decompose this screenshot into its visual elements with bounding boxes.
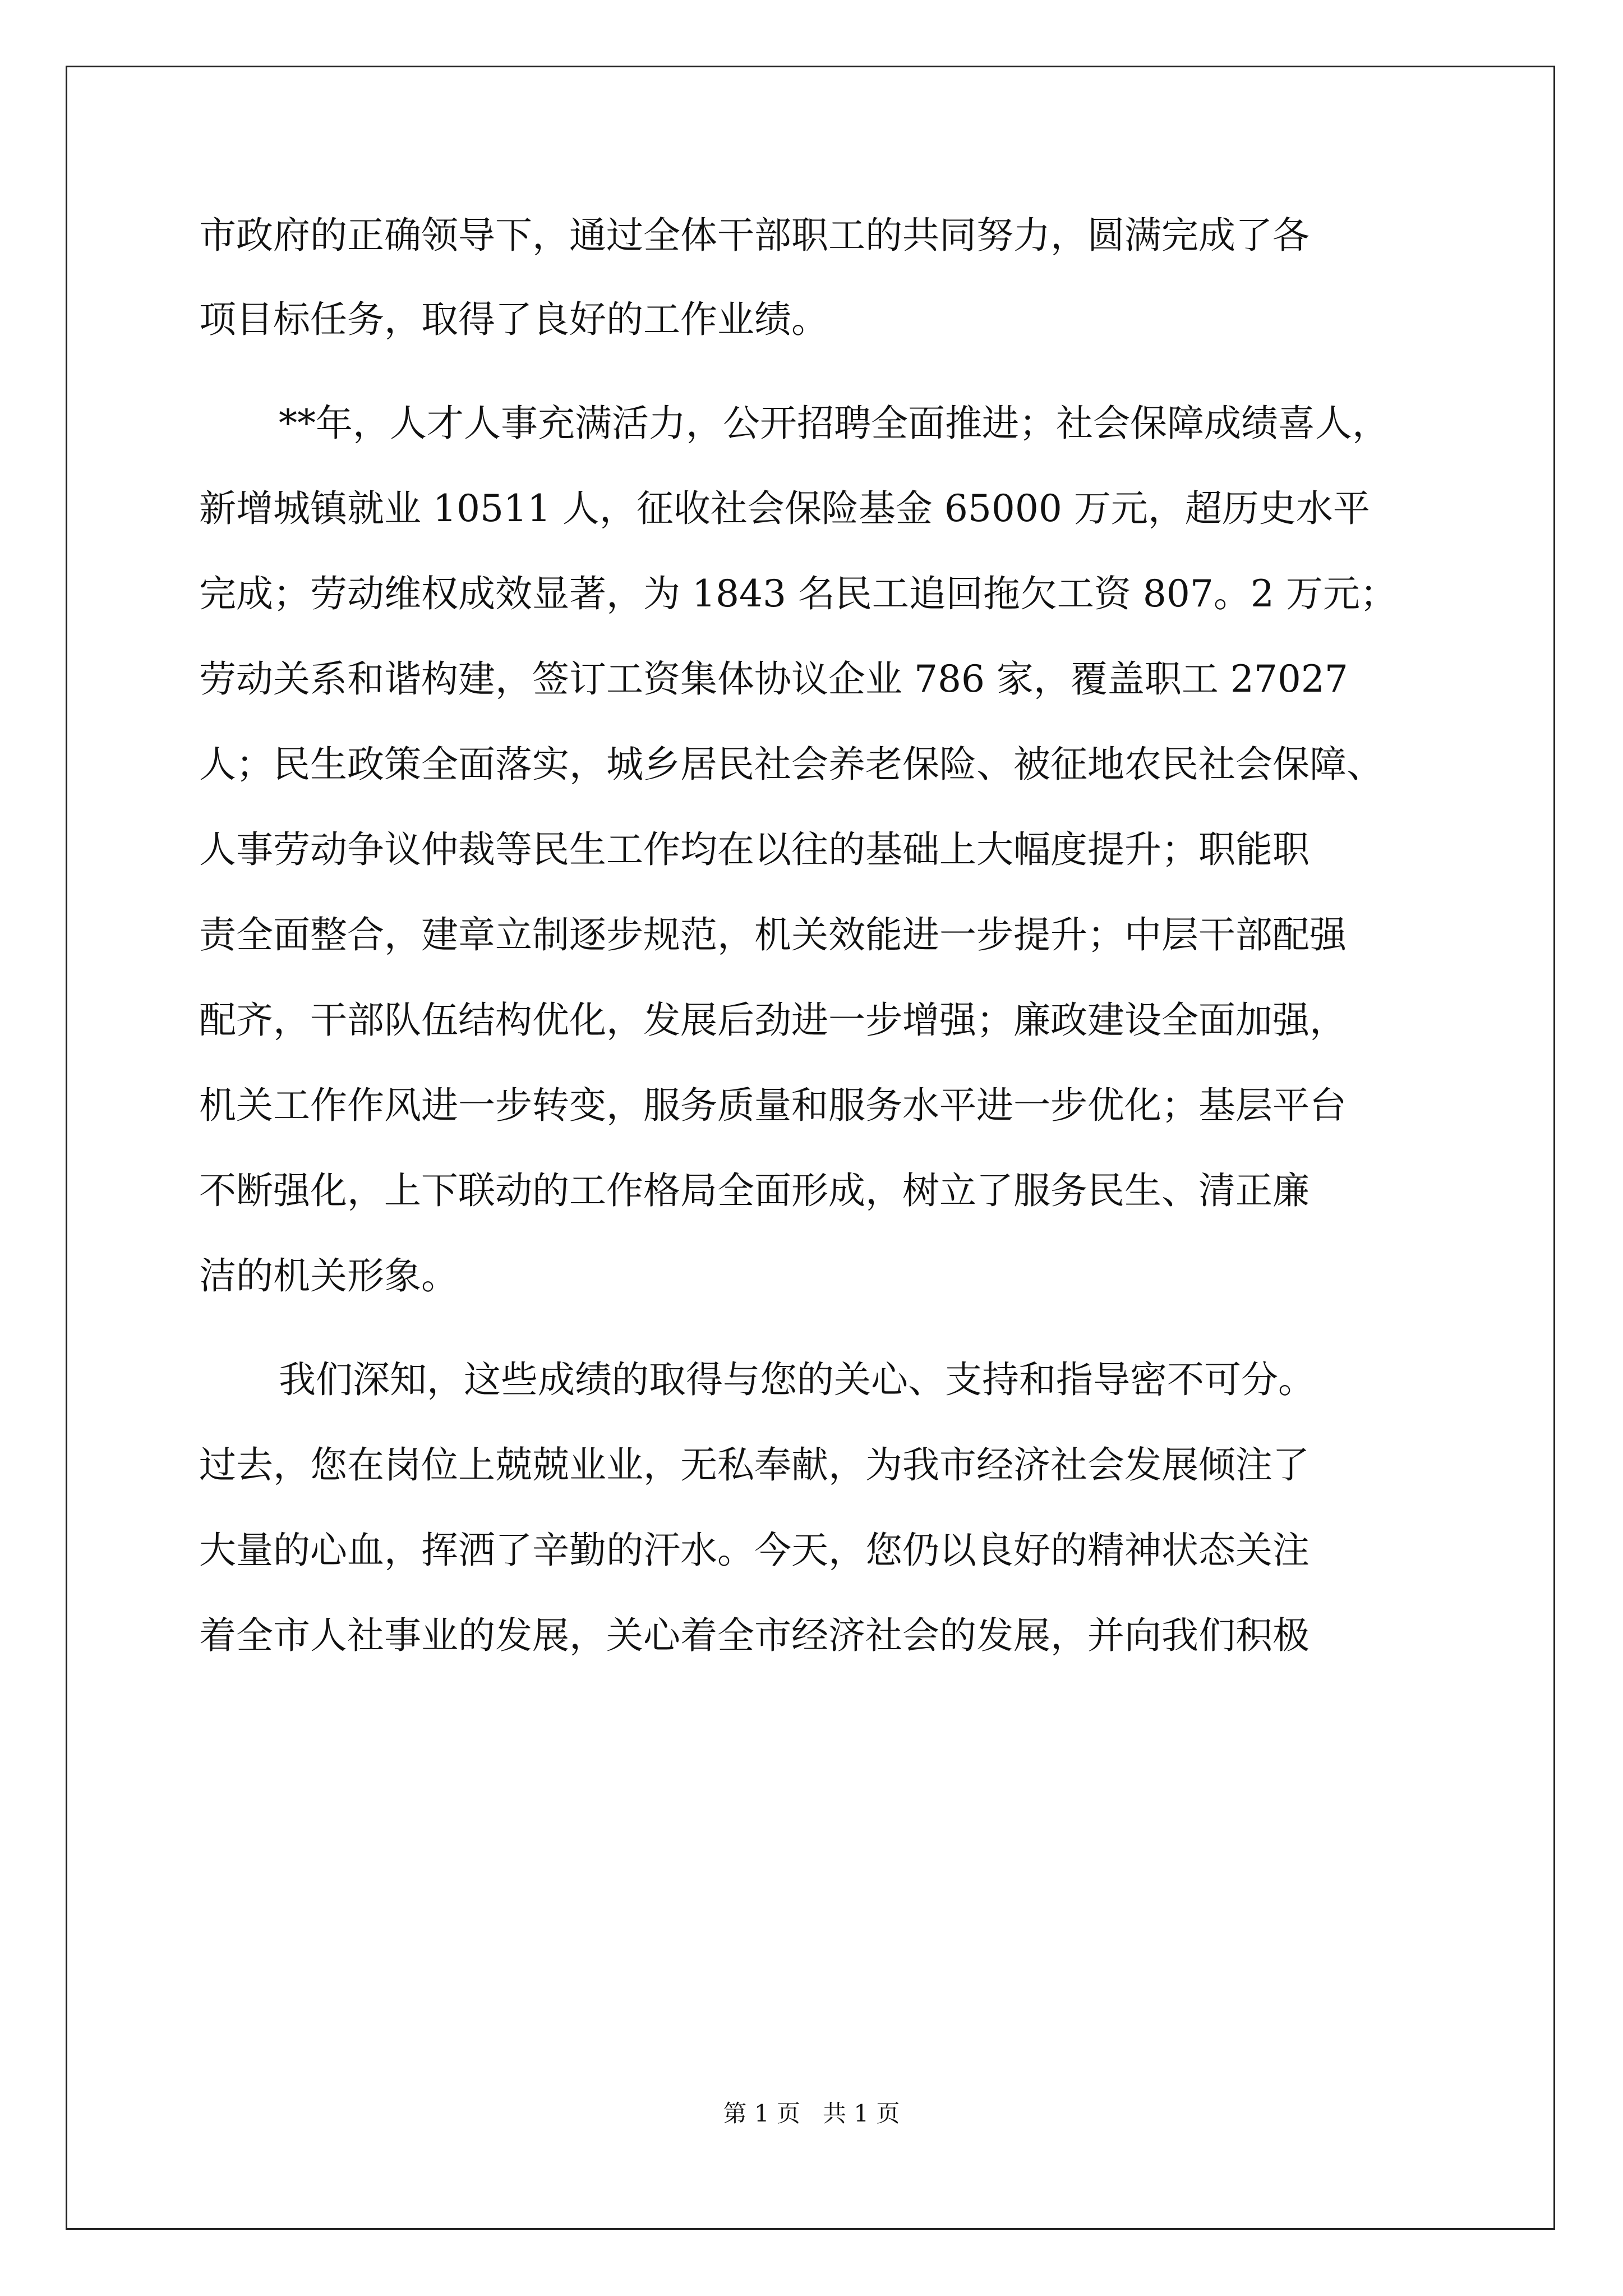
text-line: 完成；劳动维权成效显著，为 1843 名民工追回拖欠工资 807。2 万元； [199, 572, 1397, 615]
text-line: 不断强化，上下联动的工作格局全面形成，树立了服务民生、清正廉 [199, 1169, 1310, 1212]
paragraph-first-line: 我们深知，这些成绩的取得与您的关心、支持和指导密不可分。 [279, 1358, 1315, 1401]
text-line: 洁的机关形象。 [199, 1254, 458, 1297]
text-line: 大量的心血，挥洒了辛勤的汗水。今天，您仍以良好的精神状态关注 [199, 1529, 1310, 1572]
text-line: 市政府的正确领导下，通过全体干部职工的共同努力，圆满完成了各 [199, 214, 1310, 257]
text-line: 人；民生政策全面落实，城乡居民社会养老保险、被征地农民社会保障、 [199, 743, 1384, 786]
text-line: 机关工作作风进一步转变，服务质量和服务水平进一步优化；基层平台 [199, 1084, 1347, 1127]
page-number: 第 1 页 共 1 页 [723, 2100, 900, 2127]
text-line: 人事劳动争议仲裁等民生工作均在以往的基础上大幅度提升；职能职 [199, 828, 1310, 871]
text-line: 配齐，干部队伍结构优化，发展后劲进一步增强；廉政建设全面加强， [199, 999, 1347, 1042]
paragraph-first-line: **年，人才人事充满活力，公开招聘全面推进；社会保障成绩喜人， [279, 402, 1389, 445]
text-line: 项目标任务，取得了良好的工作业绩。 [199, 298, 828, 341]
text-line: 劳动关系和谐构建，签订工资集体协议企业 786 家，覆盖职工 27027 [199, 657, 1348, 701]
text-line: 新增城镇就业 10511 人，征收社会保险基金 65000 万元，超历史水平 [199, 487, 1370, 530]
text-line: 责全面整合，建章立制逐步规范，机关效能进一步提升；中层干部配强 [199, 913, 1347, 956]
text-line: 着全市人社事业的发展，关心着全市经济社会的发展，并向我们积极 [199, 1614, 1310, 1657]
text-line: 过去，您在岗位上兢兢业业，无私奉献，为我市经济社会发展倾注了 [199, 1443, 1310, 1487]
